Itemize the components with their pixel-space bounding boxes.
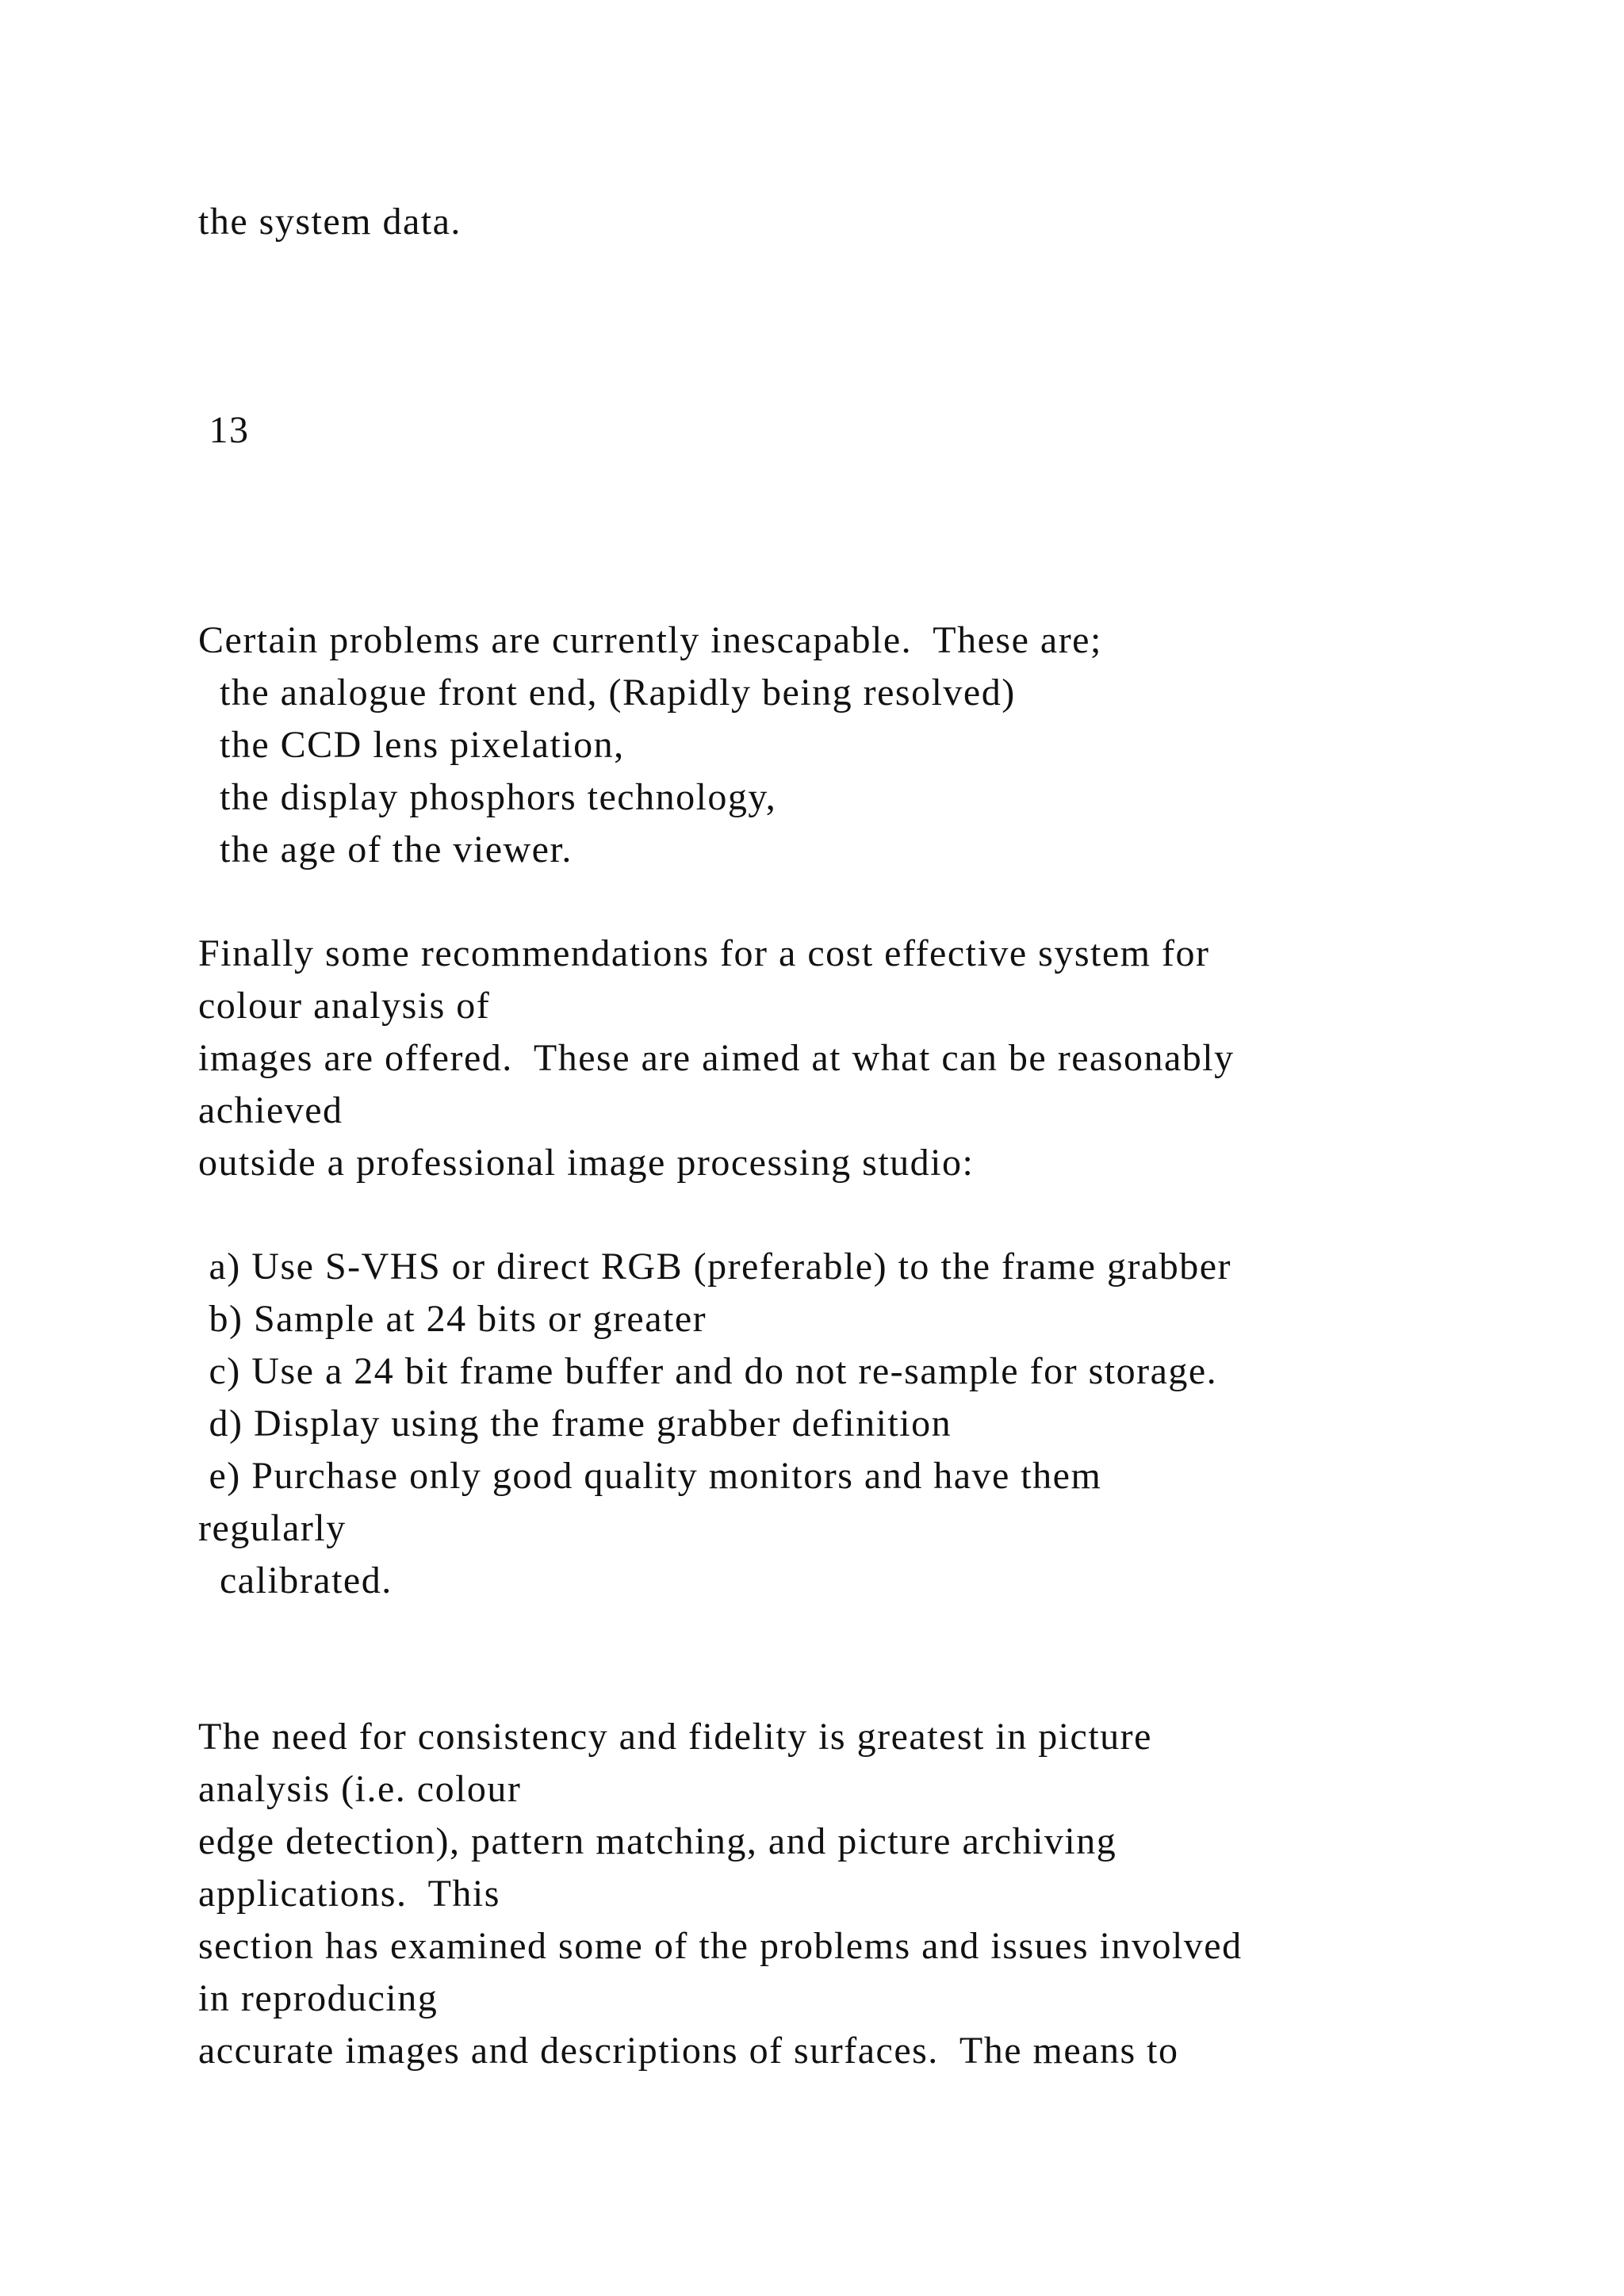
- text-line: applications. This: [198, 1873, 500, 1915]
- text-line: outside a professional image processing studio:: [198, 1142, 975, 1184]
- text-line: edge detection), pattern matching, and picture archiving: [198, 1820, 1117, 1862]
- text-line: analysis (i.e. colour: [198, 1768, 522, 1810]
- text-line: the display phosphors technology,: [198, 776, 777, 818]
- text-line: in reproducing: [198, 1977, 439, 2019]
- text-line: the age of the viewer.: [198, 828, 573, 871]
- text-line: the analogue front end, (Rapidly being resolved): [198, 672, 1016, 714]
- text-line: achieved: [198, 1089, 343, 1131]
- text-line: section has examined some of the problems and issues involved: [198, 1925, 1243, 1967]
- text-line: The need for consistency and fidelity is greatest in picture: [198, 1716, 1152, 1758]
- list-item: b) Sample at 24 bits or greater: [198, 1298, 707, 1340]
- list-item: e) Purchase only good quality monitors and have them: [198, 1455, 1102, 1497]
- text-line: images are offered. These are aimed at what can be reasonably: [198, 1037, 1235, 1079]
- list-item: d) Display using the frame grabber definition: [198, 1402, 952, 1445]
- text-line: Finally some recommendations for a cost effective system for: [198, 932, 1210, 974]
- list-item: c) Use a 24 bit frame buffer and do not re-sample for storage.: [198, 1350, 1218, 1392]
- text-line: colour analysis of: [198, 985, 491, 1027]
- text-line: Certain problems are currently inescapable. These are;: [198, 619, 1102, 661]
- text-line: calibrated.: [198, 1559, 393, 1601]
- text-line: regularly: [198, 1507, 347, 1549]
- page-number: 13: [198, 409, 250, 451]
- list-item: a) Use S-VHS or direct RGB (preferable) to the frame grabber: [198, 1246, 1232, 1288]
- text-line: accurate images and descriptions of surfaces. The means to: [198, 2030, 1179, 2072]
- text-line: the system data.: [198, 201, 462, 243]
- text-line: the CCD lens pixelation,: [198, 724, 625, 766]
